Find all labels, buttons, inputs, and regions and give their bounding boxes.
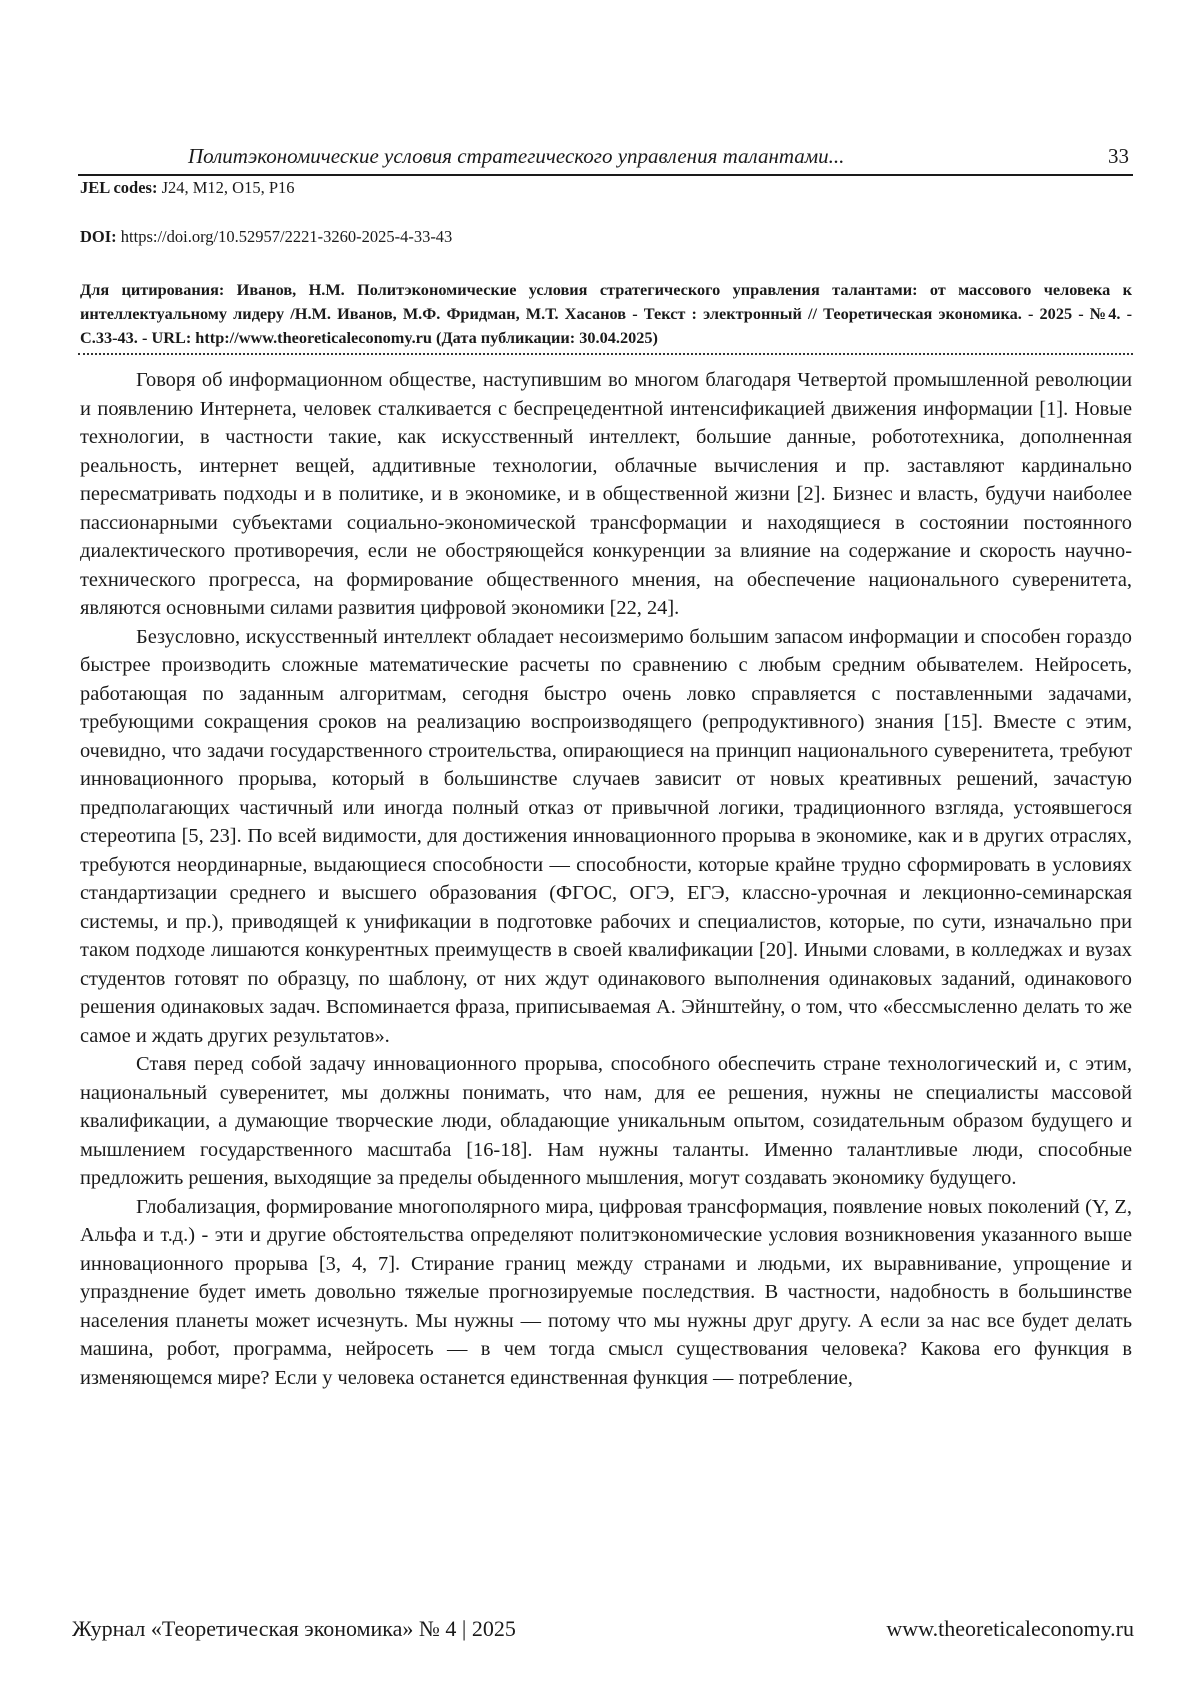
page-number: 33 <box>1108 144 1129 169</box>
paragraph: Глобализация, формирование многополярного мира, цифровая трансформация, появление новых поколений (Y, Z, Альфа и т.д.) - эти и другие обстоятельства определяют политэкономические условия возникновения указанного выше инновационного прорыва [3, 4, 7]. Стирание границ между странами и людьми, их выравнивание, упрощение и упразднение будет иметь довольно тяжелые прогнозируемые последствия. В частности, надобность в большинстве населения планеты может исчезнуть. Мы нужны — потому что мы нужны друг другу. А если за нас все будет делать машина, робот, программа, нейросеть — в чем тогда смысл существования человека? Какова его функция в изменяющемся мире? Если у человека останется единственная функция — потребление, <box>80 1193 1132 1393</box>
cite-label: Для цитирования: <box>80 280 224 299</box>
running-header <box>78 140 1133 176</box>
footer-journal: Журнал «Теоретическая экономика» № 4 | 2025 <box>72 1616 516 1642</box>
dotted-divider <box>78 353 1133 355</box>
footer-site[interactable]: www.theoreticaleconomy.ru <box>886 1616 1134 1642</box>
paragraph: Ставя перед собой задачу инновационного прорыва, способного обеспечить стране технологический и, с этим, национальный суверенитет, мы должны понимать, что нам, для ее решения, нужны не специалисты массовой квалификации, а думающие творческие люди, обладающие уникальным опытом, созидательным образом будущего и мышлением государственного масштаба [16-18]. Нам нужны таланты. Именно талантливые люди, способные предложить решения, выходящие за пределы обыденного мышления, могут создавать экономику будущего. <box>80 1050 1132 1193</box>
running-title: Политэкономические условия стратегического управления талантами... <box>188 144 844 169</box>
article-body <box>80 366 1132 1392</box>
jel-label: JEL codes: <box>80 178 157 197</box>
cite-value: Иванов, Н.М. Политэкономические условия стратегического управления талантами: от массового человека к интеллектуальному лидеру /Н.М. Иванов, М.Ф. Фридман, М.Т. Хасанов - Текст : электронный // Теоретическая экономика. - 2025 - №4. - С.33-43. - URL: http://www.theoreticaleconomy.ru (Дата публикации: 30.04.2025) <box>80 280 1132 347</box>
citation <box>80 278 1132 350</box>
jel-codes <box>80 178 295 198</box>
doi-value[interactable]: https://doi.org/10.52957/2221-3260-2025-4-33-43 <box>117 227 453 246</box>
paragraph: Безусловно, искусственный интеллект обладает несоизмеримо большим запасом информации и способен гораздо быстрее производить сложные математические расчеты по сравнению с любым средним обывателем. Нейросеть, работающая по заданным алгоритмам, сегодня быстро очень ловко справляется с поставленными задачами, требующими сокращения сроков на реализацию воспроизводящего (репродуктивного) знания [15]. Вместе с этим, очевидно, что задачи государственного строительства, опирающиеся на принцип национального суверенитета, требуют инновационного прорыва, который в большинстве случаев зависит от новых креативных решений, зачастую предполагающих частичный или иногда полный отказ от привычной логики, традиционного взгляда, устоявшегося стереотипа [5, 23]. По всей видимости, для достижения инновационного прорыва в экономике, как и в других отраслях, требуются неординарные, выдающиеся способности — способности, которые крайне трудно сформировать в условиях стандартизации среднего и высшего образования (ФГОС, ОГЭ, ЕГЭ, классно-урочная и лекционно-семинарская системы, и пр.), приводящей к унификации в подготовке рабочих и специалистов, которые, по сути, изначально при таком подходе лишаются конкурентных преимуществ в своей квалификации [20]. Иными словами, в колледжах и вузах студентов готовят по образцу, по шаблону, от них ждут одинакового выполнения одинаковых заданий, одинакового решения одинаковых задач. Вспоминается фраза, приписываемая А. Эйнштейну, о том, что «бессмысленно делать то же самое и ждать других результатов». <box>80 623 1132 1051</box>
doi <box>80 227 452 247</box>
paragraph: Говоря об информационном обществе, наступившим во многом благодаря Четвертой промышленной революции и появлению Интернета, человек сталкивается с беспрецедентной интенсификацией движения информации [1]. Новые технологии, в частности такие, как искусственный интеллект, большие данные, робототехника, дополненная реальность, интернет вещей, аддитивные технологии, облачные вычисления и пр. заставляют кардинально пересматривать подходы и в политике, и в экономике, и в общественной жизни [2]. Бизнес и власть, будучи наиболее пассионарными субъектами социально-экономической трансформации и находящиеся в состоянии постоянного диалектического противоречия, если не обостряющейся конкуренции за влияние на содержание и скорость научно-технического прогресса, на формирование общественного мнения, на обеспечение национального суверенитета, являются основными силами развития цифровой экономики [22, 24]. <box>80 366 1132 623</box>
doi-label: DOI: <box>80 227 117 246</box>
jel-value: J24, M12, O15, P16 <box>157 178 294 197</box>
